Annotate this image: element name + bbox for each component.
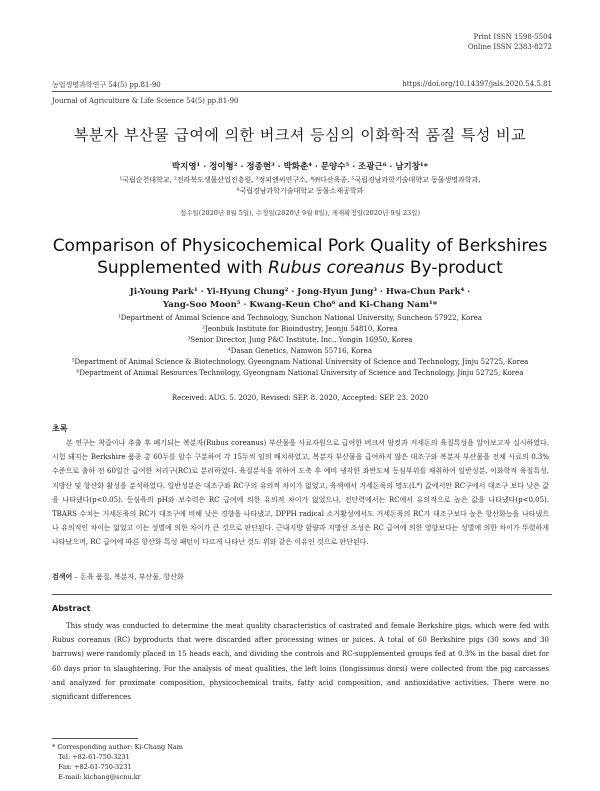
keywords-label: 검색어 bbox=[52, 573, 73, 581]
header-divider bbox=[52, 91, 552, 92]
journal-kr-citation: 농업생명과학연구 54(5) pp.81-90 bbox=[52, 81, 161, 89]
corresponding-email[interactable]: E-mail: kichang@scnu.kr bbox=[52, 773, 141, 781]
footnote-divider bbox=[52, 738, 138, 739]
issn-block bbox=[468, 32, 552, 52]
title-english-suffix: By-product bbox=[404, 258, 503, 278]
affiliation-korean-2: ⁶국립경남과학기술대학교 동물소재공학과 bbox=[236, 187, 364, 195]
affiliation-english-3: ³Senior Director, Jung P&C Institute, Inc., Yongin 16950, Korea bbox=[187, 336, 413, 344]
corresponding-author: * Corresponding author: Ki-Chang Nam bbox=[52, 743, 183, 751]
affiliation-korean-1: ¹국립순천대학교, ²전라북도생물산업진흥원, ³정피앤씨연구소, ⁴㈜다산육종, ⁵국립경남과학기술대학교 동물생명과학과, bbox=[119, 176, 481, 184]
affiliation-english-4: ⁴Dasan Genetics, Namwon 55716, Korea bbox=[227, 347, 372, 355]
corresponding-fax: Fax: +82-61-750-3231 bbox=[52, 763, 132, 771]
title-english-prefix: Supplemented with bbox=[97, 258, 269, 278]
print-issn: Print ISSN 1598-5504 bbox=[473, 33, 552, 41]
affiliation-english-2: ²Jeonbuk Institute for Bioindustry, Jeonju 54810, Korea bbox=[202, 325, 398, 333]
corresponding-tel: Tel: +82-61-750-3231 bbox=[52, 753, 130, 761]
dates-korean: 접수일(2020년 8월 5일), 수정일(2020년 9월 8일), 게재확정일(2020년 9월 23일) bbox=[179, 209, 421, 217]
dates-english: Received: AUG. 5. 2020, Revised: SEP. 8. 2020, Accepted: SEP. 23. 2020 bbox=[171, 394, 429, 402]
abstract-korean-text: 본 연구는 착즙이나 추출 후 폐기되는 복분자(Rubus coreanus) 부산물을 사료자원으로 급여한 버크셔 암컷과 거세돈의 육질특성을 알아보고자 실시하였다. 시험 돼지는 Berkshire 품종 총 60두를 암수 구분하여 각 15두씩 임의 배치하였고, 복분자 부산물을 급여하지 않은 대조구와 복분자 부산물을 전체 사료의 0.3% 수준으로 출하 전 60일간 급여한 처리구(RC)로 분리하였다. 육질분석을 위하여 도축 후 예비 냉각한 좌반도체 등심부위를 채취하여 일반성분, 이화학적 육질특성, 지방산 및 항산화 활성을 분석하였다. 일반성분은 대조구와 RC구의 유의적 차이가 없었고, 육색에서 거세돈육의 명도(L*) 값에서만 RC구에서 대조구 보다 낮은 값을 나타냈다(p<0.05). 등심육의 pH와 보수력은 RC 급여에 의한 유의적 차이가 없었으나, 전단력에서는 RC에서 유의적으로 높은 값을 나타냈다(p<0.05). TBARS 수치는 거세돈육의 RC가 대조구에 비해 낮은 경향을 나타냈고, DPPH radical 소거활성에서도 거세돈육의 RC가 대조구보다 높은 항산화능을 나타냈으나 유의적인 차이는 없었고 이는 성별에 의한 차이가 큰 것으로 판단된다. 근내지방 함량과 지방산 조성은 RC 급여에 의한 영향보다는 성별에 의한 차이가 뚜렷하게 나타났으며, RC 급여에 따른 항산화 특성 패턴이 다르게 나타난 것도 위와 같은 이유인 것으로 판단된다. bbox=[52, 439, 549, 547]
affiliation-english-6: ⁶Department of Animal Resources Technology, Gyeongnam National University of Science and Technology, Jinju 52725, Korea bbox=[76, 369, 524, 377]
title-english-line1: Comparison of Physicochemical Pork Quality of Berkshires bbox=[52, 236, 548, 256]
affiliation-english-1: ¹Department of Animal Science and Technology, Sunchon National University, Suncheon 57922, Korea bbox=[118, 314, 482, 322]
title-english-species: Rubus coreanus bbox=[268, 258, 405, 278]
title-english-line2 bbox=[0, 258, 600, 278]
authors-english-line2: Yang-Soo Moon⁵ · Kwang-Keun Cho⁶ and Ki-Chang Nam¹* bbox=[162, 300, 438, 310]
abstract-english-heading: Abstract bbox=[52, 604, 91, 613]
affiliation-english-5: ⁵Department of Animal Science & Biotechnology, Gyeongnam National University of Science and Technology, Jinju 52725, Korea bbox=[71, 358, 529, 366]
authors-english-line1: Ji-Young Park¹ · Yi-Hyung Chung² · Jong-Hyun Jung³ · Hwa-Chun Park⁴ · bbox=[129, 287, 471, 297]
keywords-korean bbox=[52, 572, 184, 582]
keywords-text: – 돈육 품질, 복분자, 부산물, 항산화 bbox=[72, 573, 184, 581]
abstract-divider bbox=[52, 594, 552, 595]
footnote bbox=[52, 742, 183, 782]
doi-link[interactable]: https://doi.org/10.14397/jals.2020.54.5.81 bbox=[402, 80, 552, 88]
title-korean: 복분자 부산물 급여에 의한 버크셔 등심의 이화학적 품질 특성 비교 bbox=[73, 126, 527, 144]
online-issn: Online ISSN 2383-8272 bbox=[467, 43, 552, 51]
journal-en-citation: Journal of Agriculture & Life Science 54(5) pp.81-90 bbox=[52, 97, 239, 105]
authors-korean: 박지영¹ · 정이형² · 정종현³ · 박화춘⁴ · 문양수⁵ · 조광근⁶ · 남기창¹* bbox=[171, 162, 429, 172]
abstract-korean-heading: 초록 bbox=[52, 424, 68, 433]
abstract-english-text: This study was conducted to determine the meat quality characteristics of castrated and female Berkshire pigs, which were fed with Rubus coreanus (RC) byproducts that were discarded after processing wines or juices. A total of 60 Berkshire pigs (30 sows and 30 barrows) were randomly placed in 15 heads each, and dividing the controls and RC-supplemented groups fed at 0.3% in the basal diet for 60 days prior to slaughtering. For the analysis of meat qualities, the left loins (longissimus dorsi) were collected from the pig carcasses and analyzed for proximate composition, physicochemical traits, fatty acid composition, and antioxidative activities. There were no significant differences bbox=[52, 622, 549, 702]
